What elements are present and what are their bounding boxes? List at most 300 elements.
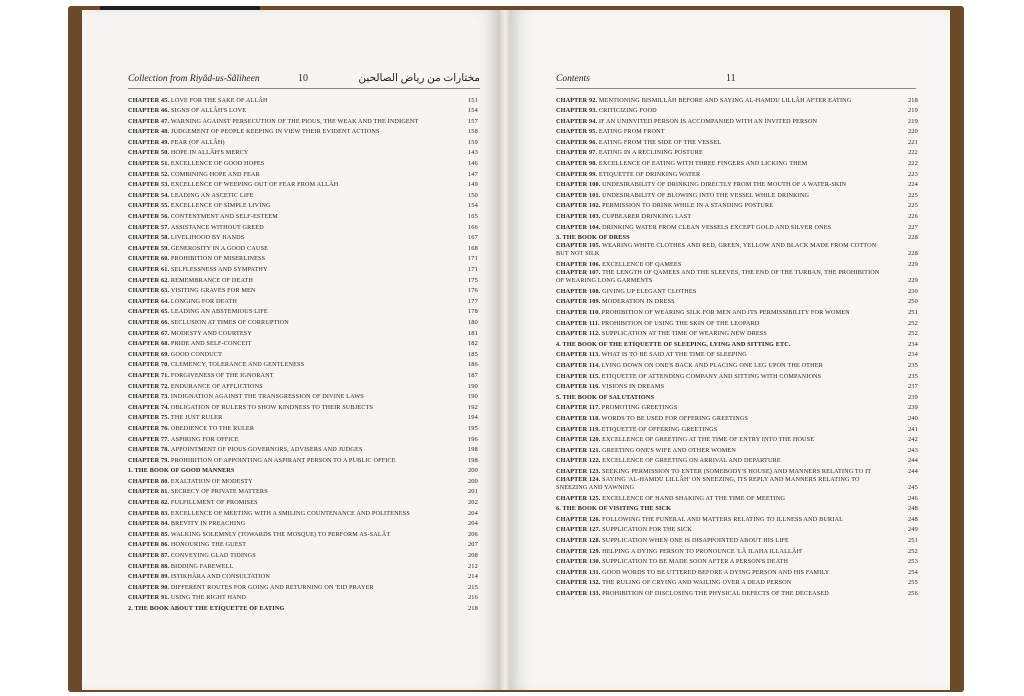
toc-entry <box>128 550 478 561</box>
entry-title: CHAPTER 60. PROHIBITION OF MISERLINESS <box>128 255 266 263</box>
toc-entry <box>128 179 478 190</box>
entry-page-number: 248 <box>907 505 918 513</box>
chapter-label: CHAPTER 81. <box>128 488 171 496</box>
toc-entry <box>556 211 918 222</box>
chapter-label: CHAPTER 90. <box>128 583 171 591</box>
entry-title: CHAPTER 86. HONOURING THE GUEST <box>128 541 247 549</box>
entry-title: 4. THE BOOK OF THE ETIQUETTE OF SLEEPING, LYING AND SITTING ETC. <box>556 340 791 348</box>
chapter-label: CHAPTER 70. <box>128 361 171 369</box>
entry-title: CHAPTER 100. UNDESIRABILITY OF DRINKING DIRECTLY FROM THE MOUTH OF A WATER-SKIN <box>556 181 847 189</box>
chapter-label: CHAPTER 129. <box>556 547 603 555</box>
chapter-label: CHAPTER 133. <box>556 590 603 597</box>
entry-page-number: 186 <box>467 361 478 369</box>
entry-page-number: 237 <box>907 383 918 391</box>
entry-page-number: 215 <box>467 583 478 591</box>
entry-page-number: 234 <box>907 351 918 359</box>
entry-title: CHAPTER 87. CONVEYING GLAD TIDINGS <box>128 552 256 560</box>
entry-title: CHAPTER 132. THE RULING OF CRYING AND WAILING OVER A DEAD PERSON <box>556 579 792 587</box>
entry-title: CHAPTER 70. CLEMENCY, TOLERANCE AND GENTLENESS <box>128 361 305 369</box>
toc-entry <box>128 391 478 402</box>
entry-title: 6. THE BOOK OF VISITING THE SICK <box>556 505 672 513</box>
entry-title: CHAPTER 118. WORDS TO BE USED FOR OFFERING GREETINGS <box>556 414 749 422</box>
chapter-label: CHAPTER 111. <box>556 319 602 327</box>
page-header <box>128 68 480 89</box>
page-number: 10 <box>298 73 308 84</box>
chapter-label: CHAPTER 88. <box>128 562 171 570</box>
toc-entry <box>128 232 478 243</box>
entry-page-number: 167 <box>467 234 478 242</box>
chapter-label: CHAPTER 56. <box>128 213 171 221</box>
entry-page-number: 251 <box>907 308 918 316</box>
entry-page-number: 240 <box>907 414 918 422</box>
chapter-label: CHAPTER 51. <box>128 160 171 168</box>
entry-title: CHAPTER 94. IF AN UNINVITED PERSON IS ACCOMPANIED WITH AN INVITED PERSON <box>556 117 818 125</box>
chapter-label: CHAPTER 125. <box>556 494 603 502</box>
toc-entry <box>556 349 918 360</box>
entry-page-number: 154 <box>467 107 478 115</box>
entry-page-number: 225 <box>907 191 918 199</box>
toc-entry <box>128 507 478 518</box>
toc-entry <box>128 264 478 275</box>
toc-entry <box>128 422 478 433</box>
entry-page-number: 178 <box>467 308 478 316</box>
entry-title: CHAPTER 45. LOVE FOR THE SAKE OF ALLÂH <box>128 96 268 104</box>
entry-title: CHAPTER 96. EATING FROM THE SIDE OF THE VESSEL <box>556 138 722 146</box>
toc-entry <box>128 518 478 529</box>
chapter-label: CHAPTER 57. <box>128 223 171 231</box>
toc-entry <box>556 513 918 524</box>
entry-page-number: 228 <box>907 250 918 258</box>
entry-title: CHAPTER 74. OBLIGATION OF RULERS TO SHOW KINDNESS TO THEIR SUBJECTS <box>128 403 374 411</box>
chapter-label: CHAPTER 66. <box>128 318 171 326</box>
entry-page-number: 143 <box>467 149 478 157</box>
chapter-label: CHAPTER 94. <box>556 117 599 125</box>
entry-page-number: 212 <box>467 562 478 570</box>
toc-entry <box>556 556 918 567</box>
toc-entry <box>556 577 918 588</box>
toc-entry <box>128 221 478 232</box>
entry-page-number: 235 <box>907 372 918 380</box>
entry-title: CHAPTER 64. LONGING FOR DEATH <box>128 297 238 305</box>
entry-page-number: 254 <box>907 568 918 576</box>
book-heading <box>556 391 918 402</box>
chapter-label: CHAPTER 65. <box>128 308 171 316</box>
chapter-label: CHAPTER 132. <box>556 579 603 587</box>
toc-entry <box>556 423 918 434</box>
toc-entry <box>556 328 918 339</box>
toc-entry <box>556 242 918 258</box>
chapter-label: CHAPTER 122. <box>556 457 603 465</box>
chapter-label: CHAPTER 47. <box>128 117 171 125</box>
entry-page-number: 204 <box>467 509 478 517</box>
entry-title: CHAPTER 133. PROHIBITION OF DISCLOSING THE PHYSICAL DEFECTS OF THE DECEASED <box>556 590 829 597</box>
entry-title: CHAPTER 103. CUPBEARER DRINKING LAST <box>556 213 692 221</box>
chapter-label: CHAPTER 97. <box>556 149 599 157</box>
chapter-label: CHAPTER 123. <box>556 467 603 475</box>
toc-entry <box>556 158 918 169</box>
chapter-label: CHAPTER 121. <box>556 446 603 454</box>
entry-page-number: 182 <box>467 340 478 348</box>
book-heading <box>556 338 918 349</box>
chapter-label: CHAPTER 119. <box>556 425 602 433</box>
chapter-label: CHAPTER 100. <box>556 181 603 189</box>
chapter-label: CHAPTER 96. <box>556 138 599 146</box>
entry-page-number: 222 <box>907 149 918 157</box>
entry-page-number: 198 <box>467 456 478 464</box>
left-page <box>82 10 501 690</box>
entry-title: CHAPTER 69. GOOD CONDUCT <box>128 350 223 358</box>
chapter-label: CHAPTER 86. <box>128 541 171 549</box>
toc-entry <box>128 316 478 327</box>
chapter-label: CHAPTER 115. <box>556 372 602 380</box>
toc-entry <box>556 535 918 546</box>
toc-entry <box>556 545 918 556</box>
entry-title: CHAPTER 122. EXCELLENCE OF GREETING ON ARRIVAL AND DEPARTURE <box>556 457 781 465</box>
entry-page-number: 230 <box>907 287 918 295</box>
chapter-label: CHAPTER 59. <box>128 244 171 252</box>
entry-page-number: 244 <box>907 467 918 475</box>
entry-title: CHAPTER 46. SIGNS OF ALLÂH'S LOVE <box>128 107 247 115</box>
chapter-label: CHAPTER 112. <box>556 330 602 338</box>
entry-title: CHAPTER 84. BREVITY IN PREACHING <box>128 520 246 528</box>
entry-page-number: 150 <box>467 191 478 199</box>
entry-title: CHAPTER 110. PROHIBITION OF WEARING SILK FOR MEN AND ITS PERMISSIBILITY FOR WOMEN <box>556 308 850 316</box>
entry-page-number: 177 <box>467 297 478 305</box>
toc-entry <box>128 486 478 497</box>
entry-page-number: 200 <box>467 467 478 475</box>
entry-title: CHAPTER 123. SEEKING PERMISSION TO ENTER (SOMEBODY'S HOUSE) AND MANNERS RELATING TO IT <box>556 467 872 475</box>
chapter-label: CHAPTER 49. <box>128 138 171 146</box>
entry-title: CHAPTER 126. FOLLOWING THE FUNERAL AND MATTERS RELATING TO ILLNESS AND BURIAL <box>556 515 844 523</box>
right-page <box>510 10 950 690</box>
entry-title: CHAPTER 71. FORGIVENESS OF THE IGNORANT <box>128 371 274 379</box>
chapter-label: CHAPTER 87. <box>128 552 171 560</box>
toc-entry <box>128 136 478 147</box>
entry-title: CHAPTER 52. COMBINING HOPE AND FEAR <box>128 170 260 178</box>
toc-entry <box>128 242 478 253</box>
chapter-label: CHAPTER 64. <box>128 297 171 305</box>
page-header <box>556 68 916 89</box>
chapter-label: CHAPTER 106. <box>556 261 603 268</box>
chapter-label: CHAPTER 54. <box>128 191 171 199</box>
toc-entry <box>128 380 478 391</box>
entry-title: CHAPTER 130. SUPPLICATION TO BE MADE SOON AFTER A PERSON'S DEATH <box>556 558 789 566</box>
toc-entry <box>128 581 478 592</box>
entry-page-number: 171 <box>467 266 478 273</box>
book-heading <box>556 232 918 243</box>
chapter-label: CHAPTER 120. <box>556 436 603 444</box>
chapter-label: CHAPTER 55. <box>128 202 171 210</box>
entry-page-number: 253 <box>907 558 918 566</box>
chapter-label: CHAPTER 130. <box>556 558 603 566</box>
chapter-label: CHAPTER 92. <box>556 96 599 104</box>
entry-title: CHAPTER 79. PROHIBITION OF APPOINTING AN ASPIRANT PERSON TO A PUBLIC OFFICE <box>128 456 396 464</box>
entry-title: CHAPTER 106. EXCELLENCE OF QAMEES <box>556 261 682 268</box>
entry-title: CHAPTER 104. DRINKING WATER FROM CLEAN VESSELS EXCEPT GOLD AND SILVER ONES <box>556 223 832 231</box>
toc-entry <box>128 592 478 603</box>
entry-title: CHAPTER 124. SAYING 'AL-HAMDU LILLÂH' ON SNEEZING, ITS REPLY AND MANNERS RELATING TO SNEEZING AND YAWNING <box>556 475 860 492</box>
entry-title: CHAPTER 89. ISTIKHÂRA AND CONSULTATION <box>128 573 270 581</box>
toc-entry <box>556 381 918 392</box>
entry-title: CHAPTER 73. INDIGNATION AGAINST THE TRANSGRESSION OF DIVINE LAWS <box>128 393 364 401</box>
chapter-label: CHAPTER 83. <box>128 509 171 517</box>
page-number: 11 <box>726 73 736 84</box>
entry-title: CHAPTER 53. EXCELLENCE OF WEEPING OUT OF FEAR FROM ALLÂH <box>128 181 339 189</box>
entry-title: CHAPTER 101. UNDESIRABILITY OF BLOWING INTO THE VESSEL WHILE DRINKING <box>556 191 810 199</box>
entry-title: CHAPTER 112. SUPPLICATION AT THE TIME OF WEARING NEW DRESS <box>556 330 767 338</box>
entry-title: CHAPTER 102. PERMISSION TO DRINK WHILE IN A STANDING POSTURE <box>556 202 774 210</box>
toc-entry <box>556 476 918 492</box>
entry-title: CHAPTER 77. ASPIRING FOR OFFICE <box>128 435 239 443</box>
entry-title: CHAPTER 107. THE LENGTH OF QAMEES AND THE SLEEVES, THE END OF THE TURBAN, THE PROHIBITION OF WEARING LONG GARMENTS <box>556 269 880 285</box>
toc-entry <box>128 528 478 539</box>
entry-page-number: 185 <box>467 350 478 358</box>
entry-title: CHAPTER 125. EXCELLENCE OF HAND SHAKING AT THE TIME OF MEETING <box>556 494 786 502</box>
entry-page-number: 146 <box>467 160 478 168</box>
entry-title: CHAPTER 56. CONTENTMENT AND SELF-ESTEEM <box>128 213 278 221</box>
toc-entry <box>556 296 918 307</box>
entry-title: CHAPTER 116. VISIONS IN DREAMS <box>556 383 665 391</box>
entry-page-number: 229 <box>907 277 918 285</box>
entry-title: CHAPTER 95. EATING FROM FRONT <box>556 128 665 136</box>
entry-title: CHAPTER 113. WHAT IS TO BE SAID AT THE TIME OF SLEEPING <box>556 351 747 359</box>
chapter-label: CHAPTER 48. <box>128 128 171 136</box>
entry-page-number: 244 <box>907 457 918 465</box>
toc-entry <box>556 524 918 535</box>
chapter-label: CHAPTER 63. <box>128 287 171 295</box>
entry-page-number: 246 <box>907 494 918 502</box>
entry-page-number: 249 <box>907 526 918 534</box>
entry-title: 5. THE BOOK OF SALUTATIONS <box>556 393 655 401</box>
toc-entry <box>128 94 478 105</box>
chapter-label: CHAPTER 50. <box>128 149 171 157</box>
entry-title: CHAPTER 119. ETIQUETTE OF OFFERING GREETINGS <box>556 425 718 433</box>
toc-entry <box>128 327 478 338</box>
entry-page-number: 165 <box>467 213 478 221</box>
entry-title: CHAPTER 78. APPOINTMENT OF PIOUS GOVERNORS, ADVISERS AND JUDGES <box>128 446 363 454</box>
entry-page-number: 219 <box>907 117 918 125</box>
toc-entry <box>556 359 918 370</box>
chapter-label: CHAPTER 52. <box>128 170 171 178</box>
entry-title: CHAPTER 49. FEAR (OF ALLÂH) <box>128 138 225 146</box>
chapter-label: CHAPTER 78. <box>128 446 171 454</box>
toc-entry <box>556 94 918 105</box>
toc-entry <box>556 105 918 116</box>
chapter-label: CHAPTER 77. <box>128 435 171 443</box>
chapter-label: CHAPTER 127. <box>556 526 603 534</box>
entry-page-number: 251 <box>907 537 918 545</box>
chapter-label: CHAPTER 80. <box>128 477 171 485</box>
toc-entry <box>556 455 918 466</box>
entry-title: 3. THE BOOK OF DRESS <box>556 234 630 242</box>
toc-entry <box>128 253 478 264</box>
toc-entry <box>128 444 478 455</box>
chapter-label: CHAPTER 109. <box>556 298 603 306</box>
entry-title: CHAPTER 80. EXALTATION OF MODESTY <box>128 477 253 485</box>
chapter-label: CHAPTER 61. <box>128 266 171 273</box>
entry-page-number: 207 <box>467 541 478 549</box>
toc-entry <box>128 295 478 306</box>
entry-title: CHAPTER 54. LEADING AN ASCETIC LIFE <box>128 191 254 199</box>
chapter-label: CHAPTER 60. <box>128 255 171 263</box>
running-title: Collection from Riyâd-us-Sâliheen <box>128 74 260 84</box>
entry-title: CHAPTER 81. SECRECY OF PRIVATE MATTERS <box>128 488 268 496</box>
toc-entry <box>556 200 918 211</box>
entry-page-number: 171 <box>467 255 478 263</box>
entry-page-number: 187 <box>467 371 478 379</box>
entry-page-number: 243 <box>907 446 918 454</box>
entry-page-number: 255 <box>907 579 918 587</box>
entry-page-number: 151 <box>467 96 478 104</box>
entry-page-number: 208 <box>467 552 478 560</box>
entry-page-number: 239 <box>907 393 918 401</box>
entry-page-number: 242 <box>907 436 918 444</box>
toc-entry <box>128 158 478 169</box>
toc-entry <box>128 475 478 486</box>
book-heading <box>128 603 478 614</box>
entry-title: CHAPTER 82. FULFILLMENT OF PROMISES <box>128 499 258 507</box>
entry-title: CHAPTER 57. ASSISTANCE WITHOUT GREED <box>128 223 264 231</box>
entry-page-number: 241 <box>907 425 918 433</box>
entry-page-number: 159 <box>467 138 478 146</box>
chapter-label: CHAPTER 108. <box>556 287 603 295</box>
chapter-label: CHAPTER 68. <box>128 340 171 348</box>
chapter-label: CHAPTER 116. <box>556 383 602 391</box>
entry-page-number: 252 <box>907 319 918 327</box>
entry-title: CHAPTER 91. USING THE RIGHT HAND <box>128 594 247 602</box>
chapter-label: CHAPTER 91. <box>128 594 171 602</box>
toc-entry <box>128 274 478 285</box>
entry-title: CHAPTER 128. SUPPLICATION WHEN ONE IS DISAPPOINTED ABOUT HIS LIFE <box>556 537 789 545</box>
chapter-label: CHAPTER 72. <box>128 382 171 390</box>
toc-entry <box>556 434 918 445</box>
entry-page-number: 234 <box>907 340 918 348</box>
entry-page-number: 218 <box>907 96 918 104</box>
entry-page-number: 224 <box>907 181 918 189</box>
entry-title: CHAPTER 117. PROMOTING GREETINGS <box>556 404 678 412</box>
toc-entry <box>128 433 478 444</box>
entry-title: CHAPTER 111. PROHIBITION OF USING THE SKIN OF THE LEOPARD <box>556 319 760 327</box>
toc-entry <box>556 444 918 455</box>
toc-entry <box>128 401 478 412</box>
entry-page-number: 154 <box>467 202 478 210</box>
entry-title: CHAPTER 105. WEARING WHITE CLOTHES AND RED, GREEN, YELLOW AND BLACK MADE FROM COTTON BUT NOT SILK <box>556 242 877 258</box>
chapter-label: CHAPTER 69. <box>128 350 171 358</box>
toc-entry <box>128 571 478 582</box>
chapter-label: CHAPTER 110. <box>556 308 602 316</box>
toc-entry <box>128 338 478 349</box>
chapter-label: CHAPTER 93. <box>556 107 599 115</box>
toc-entry <box>556 317 918 328</box>
entry-page-number: 175 <box>467 276 478 284</box>
toc-entry <box>556 465 918 476</box>
chapter-label: CHAPTER 74. <box>128 403 171 411</box>
entry-page-number: 221 <box>907 138 918 146</box>
entry-title: CHAPTER 50. HOPE IN ALLÂH'S MERCY <box>128 149 249 157</box>
entry-title: 1. THE BOOK OF GOOD MANNERS <box>128 467 235 475</box>
chapter-label: CHAPTER 53. <box>128 181 171 189</box>
toc-entry <box>128 115 478 126</box>
toc-entry <box>556 588 918 599</box>
entry-title: CHAPTER 85. WALKING SOLEMNLY (TOWARDS THE MOSQUE) TO PERFORM AS-SALÂT <box>128 530 391 538</box>
entry-page-number: 198 <box>467 446 478 454</box>
chapter-label: CHAPTER 82. <box>128 499 171 507</box>
toc-entry <box>128 189 478 200</box>
toc-entry <box>556 402 918 413</box>
entry-page-number: 200 <box>467 477 478 485</box>
entry-title: CHAPTER 88. BIDDING FAREWELL <box>128 562 234 570</box>
toc-entry <box>556 306 918 317</box>
entry-title: CHAPTER 109. MODERATION IN DRESS <box>556 298 675 306</box>
entry-page-number: 195 <box>467 424 478 432</box>
entry-title: CHAPTER 97. EATING IN A RECLINING POSTURE <box>556 149 703 157</box>
chapter-label: CHAPTER 98. <box>556 160 599 168</box>
toc-entry <box>556 179 918 190</box>
toc-entry <box>128 560 478 571</box>
entry-title: CHAPTER 68. PRIDE AND SELF-CONCEIT <box>128 340 252 348</box>
toc-entry <box>128 454 478 465</box>
toc-entry <box>556 147 918 158</box>
entry-title: CHAPTER 72. ENDURANCE OF AFFLICTIONS <box>128 382 263 390</box>
entry-title: 2. THE BOOK ABOUT THE ETIQUETTE OF EATING <box>128 605 285 612</box>
toc-entry <box>128 412 478 423</box>
entry-title: CHAPTER 120. EXCELLENCE OF GREETING AT THE TIME OF ENTRY INTO THE HOUSE <box>556 436 815 444</box>
entry-page-number: 226 <box>907 213 918 221</box>
chapter-label: CHAPTER 126. <box>556 515 603 523</box>
entry-title: CHAPTER 48. JUDGEMENT OF PEOPLE KEEPING IN VIEW THEIR EVIDENT ACTIONS <box>128 128 380 136</box>
entry-title: CHAPTER 93. CRITICIZING FOOD <box>556 107 657 115</box>
entry-title: CHAPTER 129. HELPING A DYING PERSON TO PRONOUNCE 'LÂ ILAHA ILLALLÂH' <box>556 547 803 555</box>
entry-page-number: 219 <box>907 107 918 115</box>
toc-entry <box>556 259 918 270</box>
entry-title: CHAPTER 99. ETIQUETTE OF DRINKING WATER <box>556 170 701 178</box>
entry-page-number: 229 <box>907 261 918 268</box>
entry-title: CHAPTER 65. LEADING AN ABSTEMIOUS LIFE <box>128 308 268 316</box>
table-of-contents <box>128 94 478 613</box>
entry-page-number: 181 <box>467 329 478 337</box>
chapter-label: CHAPTER 75. <box>128 414 171 422</box>
entry-page-number: 235 <box>907 361 918 369</box>
entry-title: CHAPTER 127. SUPPLICATION FOR THE SICK <box>556 526 692 534</box>
entry-title: CHAPTER 131. GOOD WORDS TO BE UTTERED BEFORE A DYING PERSON AND HIS FAMILY <box>556 568 830 576</box>
toc-entry <box>128 539 478 550</box>
entry-page-number: 157 <box>467 117 478 125</box>
entry-page-number: 202 <box>467 499 478 507</box>
toc-entry <box>556 285 918 296</box>
toc-entry <box>556 136 918 147</box>
toc-entry <box>128 285 478 296</box>
table-of-contents <box>556 94 918 598</box>
entry-page-number: 190 <box>467 393 478 401</box>
entry-page-number: 149 <box>467 181 478 189</box>
toc-entry <box>128 126 478 137</box>
entry-title: CHAPTER 114. LYING DOWN ON ONE'S BACK AND PLACING ONE LEG UPON THE OTHER <box>556 361 823 369</box>
entry-title: CHAPTER 76. OBEDIENCE TO THE RULER <box>128 424 255 432</box>
entry-page-number: 201 <box>467 488 478 496</box>
entry-page-number: 180 <box>467 318 478 326</box>
entry-page-number: 147 <box>467 170 478 178</box>
chapter-label: CHAPTER 105. <box>556 242 603 250</box>
entry-page-number: 223 <box>907 170 918 178</box>
chapter-label: CHAPTER 46. <box>128 107 171 115</box>
toc-entry <box>128 168 478 179</box>
entry-page-number: 239 <box>907 404 918 412</box>
entry-page-number: 250 <box>907 298 918 306</box>
entry-page-number: 252 <box>907 330 918 338</box>
entry-page-number: 227 <box>907 223 918 231</box>
chapter-label: CHAPTER 76. <box>128 424 171 432</box>
toc-entry <box>556 492 918 503</box>
